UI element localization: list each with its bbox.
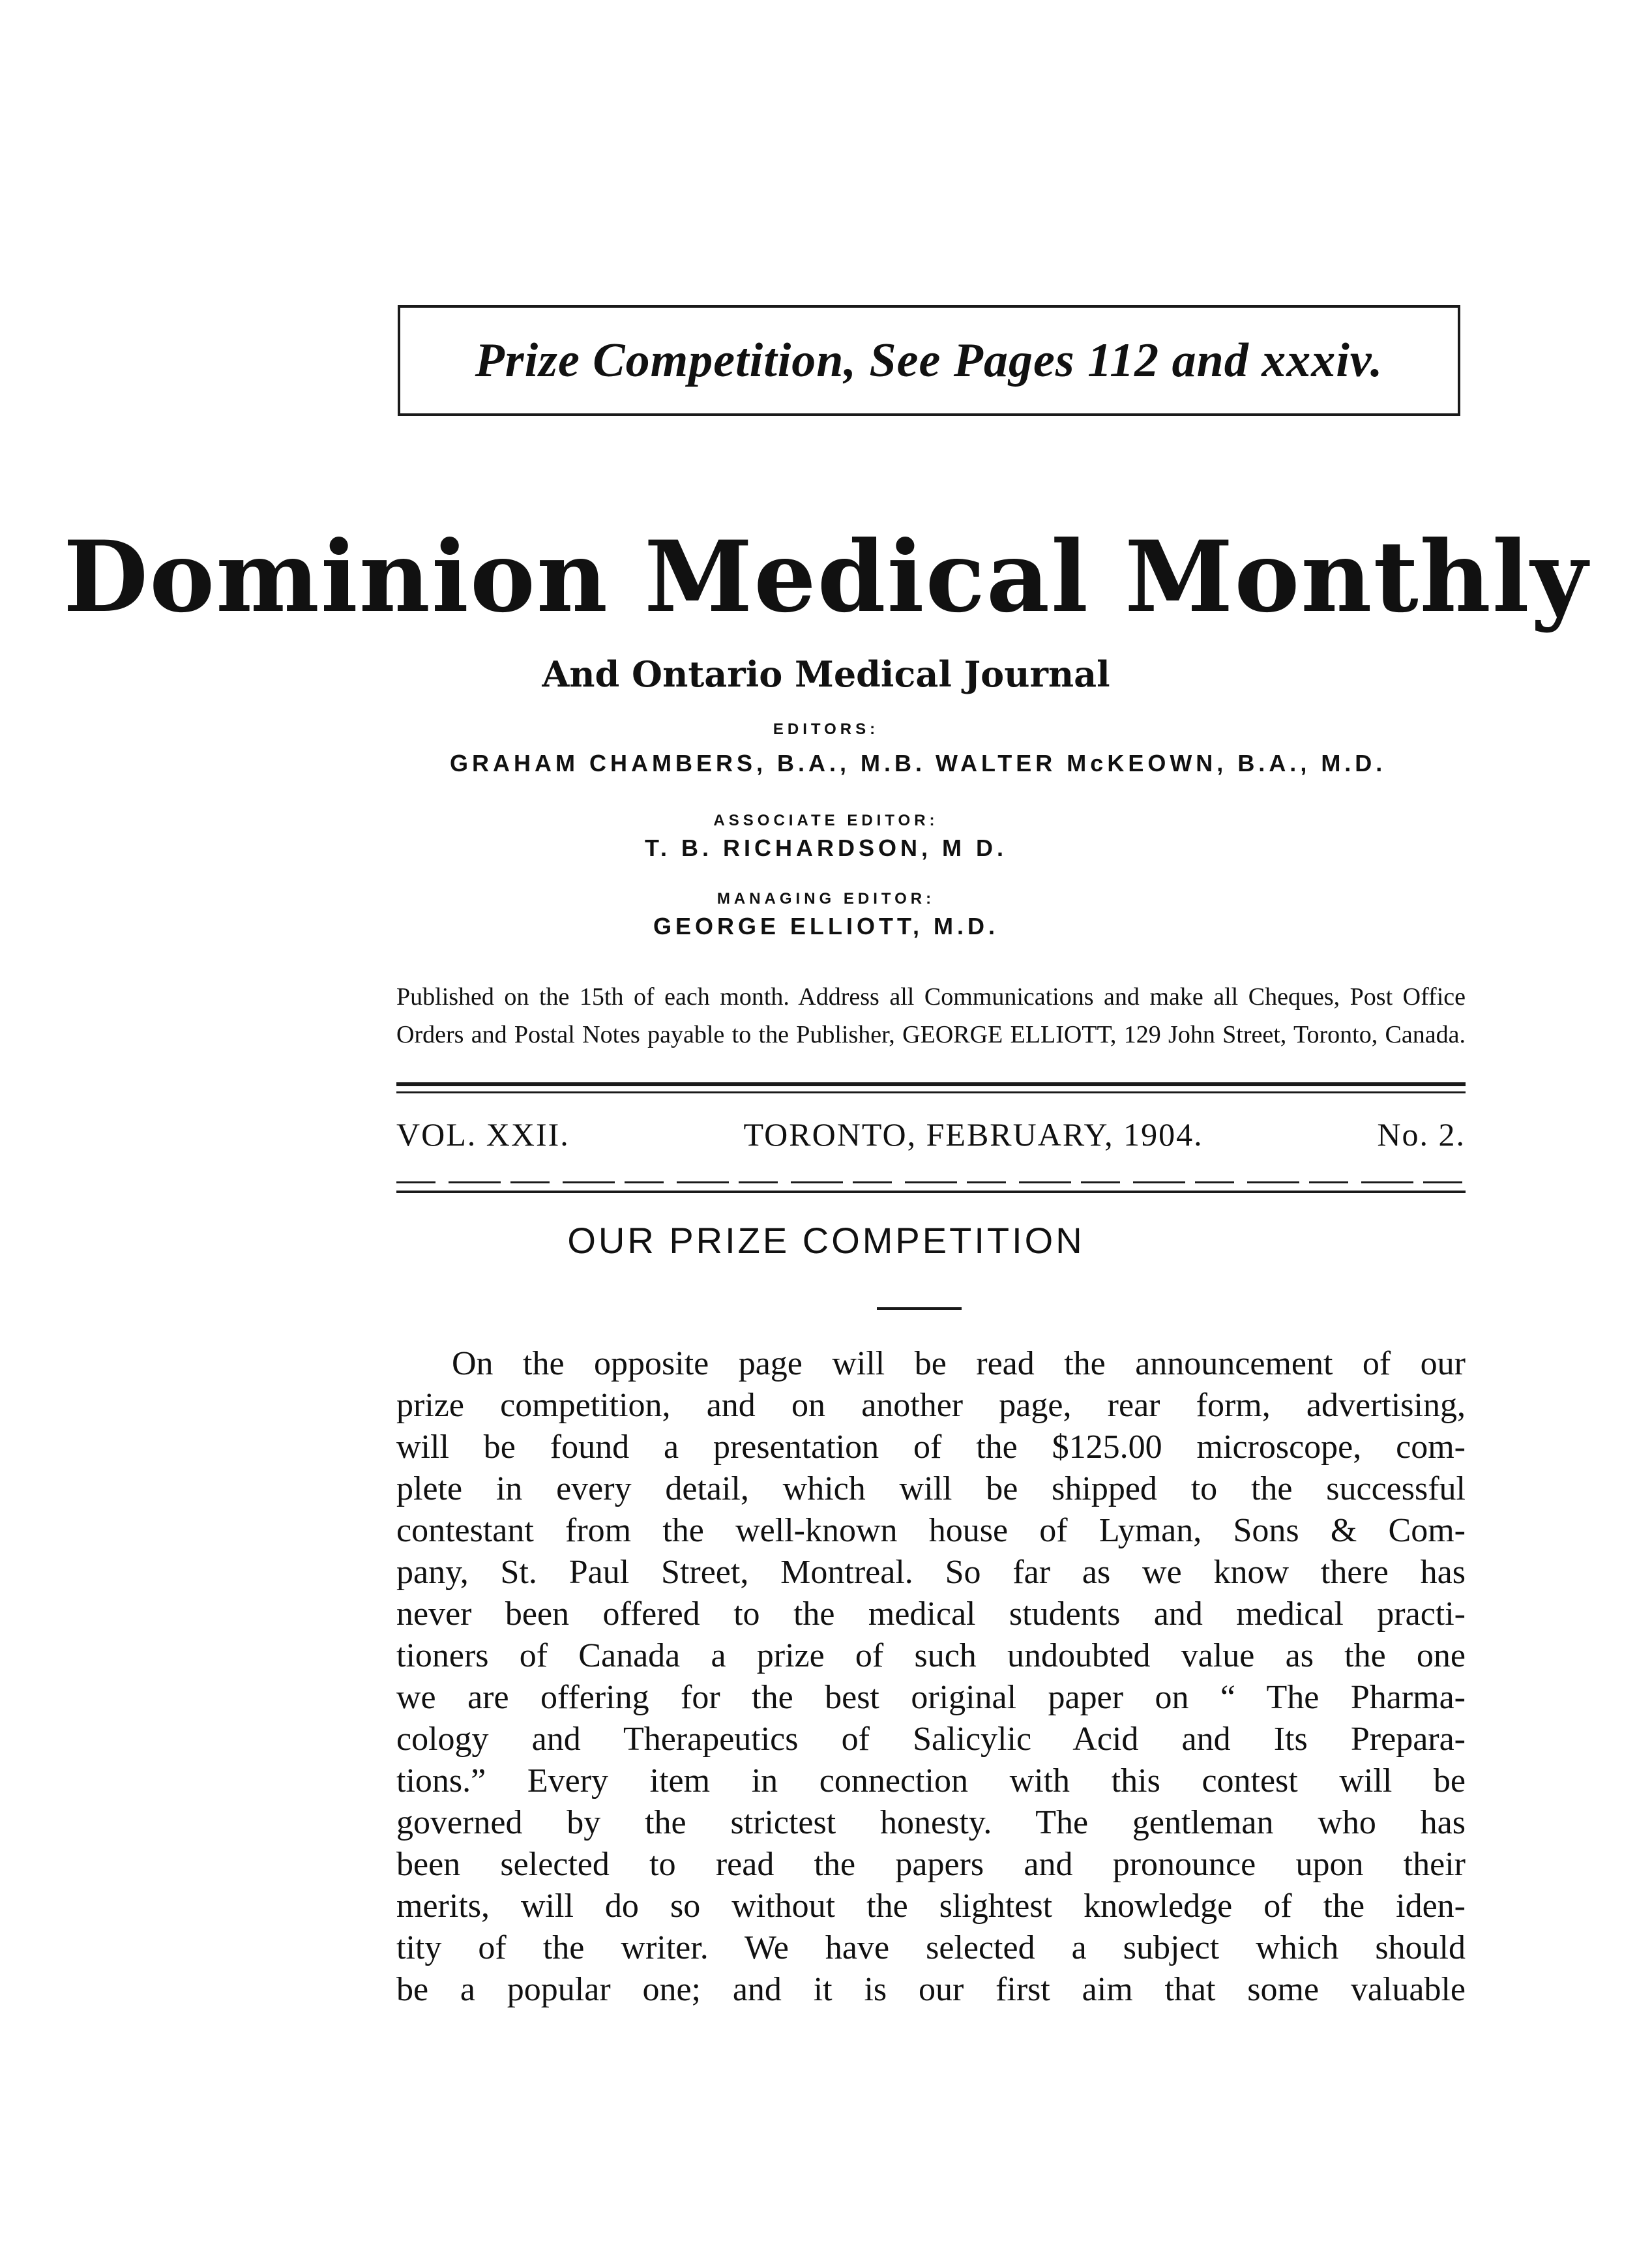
managing-editor-name: GEORGE ELLIOTT, M.D. [653, 913, 999, 940]
issue-info-bar [396, 1108, 1466, 1161]
article-line: prize competition, and on another page, rear form, advertising, [396, 1387, 1466, 1424]
article-line: pany, St. Paul Street, Montreal. So far as we know there has [396, 1554, 1466, 1591]
editors-label: EDITORS: [773, 720, 879, 738]
article-heading: OUR PRIZE COMPETITION [567, 1220, 1085, 1261]
journal-subtitle: And Ontario Medical Journal [542, 653, 1110, 695]
divider-rule [396, 1181, 1466, 1183]
article-line: cology and Therapeutics of Salicylic Acid and Its Prepara- [396, 1721, 1466, 1758]
divider-rule [396, 1191, 1466, 1193]
article-line: tions.” Every item in connection with this contest will be [396, 1762, 1466, 1799]
journal-title: Dominion Medical Monthly [63, 520, 1589, 634]
masthead [0, 522, 1652, 695]
associate-editor-label: ASSOCIATE EDITOR: [713, 812, 939, 829]
divider-rule [396, 1082, 1466, 1086]
article-line: On the opposite page will be read the announcement of our [452, 1345, 1466, 1382]
article-line: plete in every detail, which will be shipped to the successful [396, 1470, 1466, 1507]
publication-note-line: Orders and Postal Notes payable to the Publisher, GEORGE ELLIOTT, 129 John Street, Toronto, Canada. [396, 1021, 1466, 1048]
article-line: we are offering for the best original paper on “ The Pharma- [396, 1679, 1466, 1716]
article-line: be a popular one; and it is our first aim that some valuable [396, 1971, 1466, 2008]
article-line: governed by the strictest honesty. The gentleman who has [396, 1804, 1466, 1841]
editor-name: GRAHAM CHAMBERS, B.A., M.B. [450, 750, 926, 777]
publication-note [396, 978, 1466, 1054]
article-line: merits, will do so without the slightest knowledge of the iden- [396, 1887, 1466, 1925]
prize-banner-text: Prize Competition, See Pages 112 and xxxiv. [475, 333, 1383, 387]
article-line: contestant from the well-known house of Lyman, Sons & Com- [396, 1512, 1466, 1549]
article-line: never been offered to the medical students and medical practi- [396, 1595, 1466, 1633]
heading-divider [877, 1307, 962, 1310]
associate-editor-name: T. B. RICHARDSON, M D. [644, 835, 1007, 861]
issue-number: No. 2. [1377, 1116, 1466, 1153]
article-line: tity of the writer. We have selected a subject which should [396, 1929, 1466, 1966]
managing-editor-label: MANAGING EDITOR: [716, 890, 936, 908]
issue-place-date: TORONTO, FEBRUARY, 1904. [743, 1116, 1203, 1153]
prize-banner [398, 305, 1460, 416]
article-line: tioners of Canada a prize of such undoubted value as the one [396, 1637, 1466, 1674]
article-body [396, 1343, 1466, 2011]
volume-number: VOL. XXII. [396, 1116, 570, 1153]
divider-rule [396, 1091, 1466, 1093]
article-line: been selected to read the papers and pronounce upon their [396, 1846, 1466, 1883]
article-line: will be found a presentation of the $125.00 microscope, com- [396, 1428, 1466, 1466]
editor-name: WALTER McKEOWN, B.A., M.D. [936, 750, 1387, 777]
publication-note-line: Published on the 15th of each month. Address all Communications and make all Cheques, Post Office [396, 983, 1466, 1011]
